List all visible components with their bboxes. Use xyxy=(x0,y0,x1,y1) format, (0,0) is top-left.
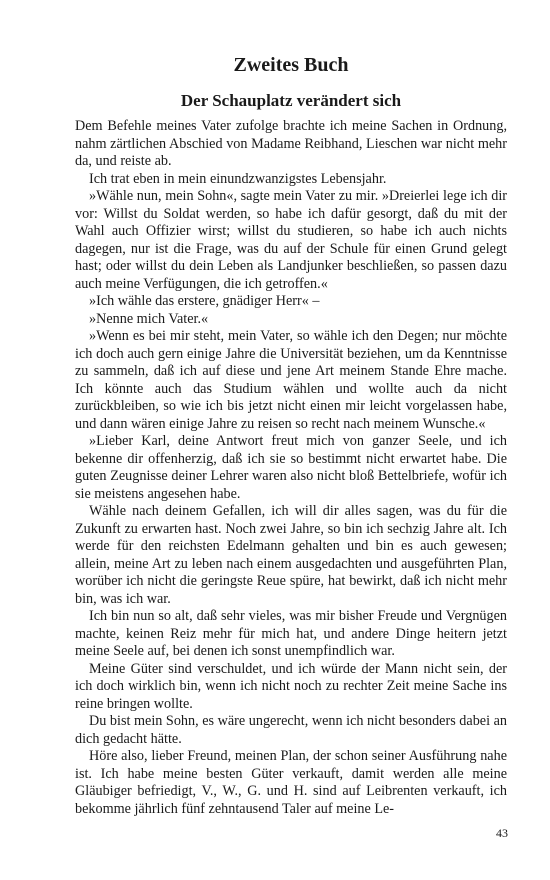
page-number: 43 xyxy=(496,826,508,840)
paragraph: Höre also, lieber Freund, meinen Plan, der schon seiner Ausführung nahe ist. Ich habe meine besten Güter verkauft, damit werden alle meine Gläubiger befriedigt, V., W., G. und H. sind auf Leibrenten verkauft, ich bekomme jährlich fünf zehntausend Taler auf meine Le- xyxy=(75,748,507,817)
paragraph: Ich bin nun so alt, daß sehr vieles, was mir bisher Freude und Vergnügen machte, keinen Reiz mehr für mich hat, und andere Dinge heitern jetzt meine Seele auf, bei denen ich sonst unempfindlich war. xyxy=(75,608,507,659)
paragraph: Du bist mein Sohn, es wäre ungerecht, wenn ich nicht besonders dabei an dich gedacht hätte. xyxy=(75,713,507,747)
body-text xyxy=(75,118,507,818)
paragraph: »Ich wähle das erstere, gnädiger Herr« – xyxy=(89,293,320,309)
paragraph: Ich trat eben in mein einundzwanzigstes Lebensjahr. xyxy=(89,170,387,187)
paragraph: Wähle nach deinem Gefallen, ich will dir alles sagen, was du für die Zukunft zu erwarten hast. Noch zwei Jahre, so bin ich sechzig Jahre alt. Ich werde für den reichsten Edelmann gehalten und bin es auch gewesen; allein, meine Art zu leben nach einem ausgedachten und ausgeführten Plan, worüber ich nicht die geringste Reue spüre, hat bewirkt, daß ich nicht mehr bin, was ich war. xyxy=(75,503,507,607)
paragraph: Meine Güter sind verschuldet, und ich würde der Mann nicht sein, der ich doch wirklich bin, wenn ich nicht noch zu rechter Zeit meine Sache ins reine bringen wollte. xyxy=(75,660,507,712)
chapter-title: Der Schauplatz verändert sich xyxy=(180,91,402,110)
book-page xyxy=(75,52,507,818)
book-title: Zweites Buch xyxy=(233,54,349,76)
paragraph: »Wenn es bei mir steht, mein Vater, so wähle ich den Degen; nur möchte ich doch auch gern einige Jahre die Universität beziehen, um da Kenntnisse zu sammeln, daß ich auf diese und jene Art meinem Stande Ehre mache. Ich könnte auch das Studium wählen und wollte auch da nicht zurückbleiben, so wie ich bis jetzt nicht einen mir leicht vorgelassen habe, und dann wären einige Jahre zu reisen so recht nach meinem Wunsche.« xyxy=(75,328,507,432)
paragraph: »Lieber Karl, deine Antwort freut mich von ganzer Seele, und ich bekenne dir offenherzig, daß ich sie so bestimmt nicht erwartet habe. Die guten Zeugnisse deiner Lehrer waren also nicht bloß Bettelbriefe, wofür ich sie meistens angesehen habe. xyxy=(75,433,507,502)
paragraph: »Wähle nun, mein Sohn«, sagte mein Vater zu mir. »Dreierlei lege ich dir vor: Willst du Soldat werden, so habe ich dafür gesorgt, daß du mit der Wahl auch Offizier wirst; willst du studieren, so habe ich auch nichts dagegen, nur ist die Frage, was du auf der Schule für einen Grund gelegt hast; oder willst du dein Leben als Landjunker beschließen, so passen dazu auch meine Verfügungen, die ich getroffen.« xyxy=(75,188,507,292)
paragraph: »Nenne mich Vater.« xyxy=(89,310,209,327)
paragraph: Dem Befehle meines Vater zufolge brachte ich meine Sachen in Ordnung, nahm zärtlichen Abschied von Madame Reibhand, Lieschen war nicht mehr da, und reiste ab. xyxy=(75,118,507,169)
